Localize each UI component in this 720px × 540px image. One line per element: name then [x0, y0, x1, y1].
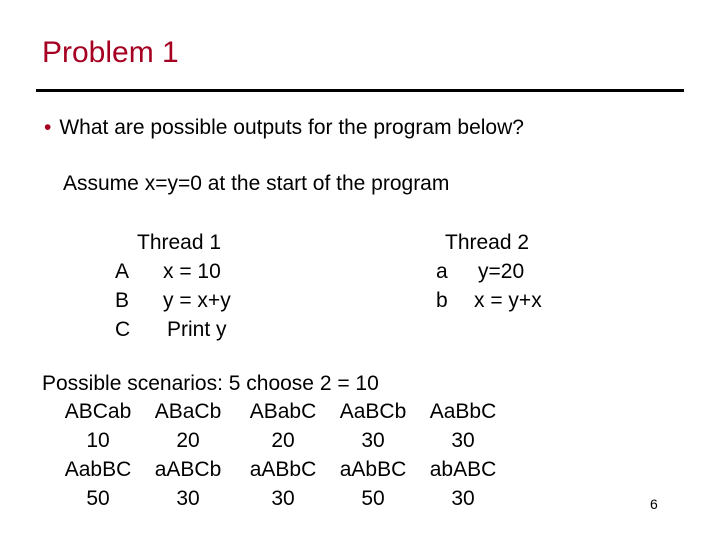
- slide-title: Problem 1: [42, 36, 179, 69]
- scenario-cell: aABCb: [154, 458, 222, 481]
- output-cell: 30: [451, 429, 475, 452]
- scenario-cell: AabBC: [64, 458, 132, 481]
- scenario-cell: aAbBC: [339, 458, 407, 481]
- output-cell: 30: [176, 487, 200, 510]
- bullet-marker: •: [44, 116, 52, 139]
- line-code: x = y+x: [474, 289, 542, 312]
- question-text: What are possible outputs for the program below?: [59, 116, 524, 139]
- thread-1-header: Thread 1: [137, 231, 222, 254]
- output-cell: 50: [361, 487, 385, 510]
- line-label: a: [436, 260, 448, 283]
- output-cell: 50: [86, 487, 110, 510]
- line-code: y = x+y: [163, 289, 231, 312]
- line-code: y=20: [478, 260, 525, 283]
- scenarios-heading: Possible scenarios: 5 choose 2 = 10: [42, 372, 379, 395]
- assumption-text: Assume x=y=0 at the start of the program: [63, 172, 450, 195]
- line-code: Print y: [167, 318, 227, 341]
- scenario-cell: abABC: [429, 458, 497, 481]
- line-label: A: [115, 260, 130, 283]
- title-divider: [36, 89, 684, 92]
- question-bullet: [44, 116, 524, 140]
- output-cell: 10: [86, 429, 110, 452]
- output-cell: 30: [271, 487, 295, 510]
- output-cell: 30: [451, 487, 475, 510]
- output-cell: 20: [271, 429, 295, 452]
- page-number: 6: [650, 496, 658, 512]
- scenario-cell: ABabC: [249, 400, 317, 423]
- output-cell: 20: [176, 429, 200, 452]
- line-label: B: [115, 289, 130, 312]
- scenario-cell: AaBCb: [339, 400, 407, 423]
- scenario-cell: AaBbC: [429, 400, 497, 423]
- thread-2-header: Thread 2: [445, 231, 530, 254]
- scenario-cell: ABaCb: [154, 400, 222, 423]
- line-code: x = 10: [163, 260, 221, 283]
- line-label: C: [115, 318, 131, 341]
- line-label: b: [436, 289, 448, 312]
- scenario-cell: ABCab: [64, 400, 132, 423]
- scenario-cell: aABbC: [249, 458, 317, 481]
- output-cell: 30: [361, 429, 385, 452]
